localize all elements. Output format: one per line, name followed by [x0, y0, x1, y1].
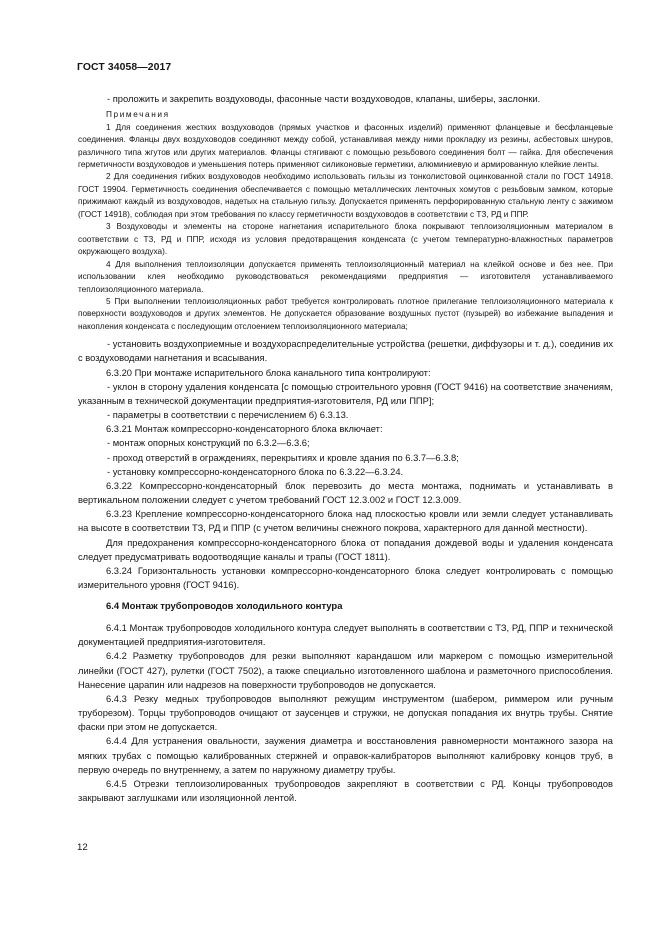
list-item: - проложить и закрепить воздуховоды, фасонные части воздуховодов, клапаны, шиберы, заслонки. — [107, 94, 541, 104]
clause-6-4-3: 6.4.3 Резку медных трубопроводов выполняют режущим инструментом (шабером, риммером или ручным труборезом). Торцы трубопроводов очищают от заусенцев и стружки, не допуская попадания их внутрь трубы. Снятие фаски при этом не допускается. — [78, 693, 613, 733]
notes-heading: Примечания — [106, 110, 170, 120]
note-4: 4 Для выполнения теплоизоляции допускается применять теплоизоляционный материал на клейкой основе и без нее. При использовании клея необходимо руководствоваться рекомендациями предприятия — изготовителя устанавливаемого теплоизоляционного материала. — [78, 259, 613, 294]
clause-6-3-24: 6.3.24 Горизонтальность установки компрессорно-конденсаторного блока следует контролировать с помощью измерительного уровня (ГОСТ 9416). — [78, 565, 613, 590]
list-item: - уклон в сторону удаления конденсата [с помощью строительного уровня (ГОСТ 9416) на соответствие значениям, указанным в технической документации предприятия-изготовителя, РД или ППР]; — [78, 381, 613, 406]
list-item: - установить воздухоприемные и воздухораспределительные устройства (решетки, диффузоры и т. д.), соединив их с воздуховодами нагнетания и всасывания. — [78, 339, 613, 364]
clause-6-3-20: 6.3.20 При монтаже испарительного блока канального типа контролируют: — [106, 367, 431, 378]
note-3: 3 Воздуховоды и элементы на стороне нагнетания испарительного блока покрывают теплоизоляционным материалом в соответствии с ТЗ, РД и ППР, исходя из условия предотвращения конденсата (с учетом температурно-влажностных параметров окружающего воздуха). — [78, 222, 613, 257]
note-2: 2 Для соединения гибких воздуховодов необходимо использовать гильзы из тонколистовой оцинкованной стали по ГОСТ 14918. ГОСТ 19904. Герметичность соединения обеспечивается с помощью металлических ленточных хомутов с резьбовым замком, которые прижимают каждый из воздуховодов, надетых на стальную гильзу. Допускается применять перфорированную стальную ленту с зажимом (ГОСТ 14918), соблюдая при этом требования по классу герметичности воздуховодов в соответствии с ТЗ, РД и ППР. — [78, 172, 613, 219]
page-number: 12 — [77, 842, 88, 853]
list-item: - проход отверстий в ограждениях, перекрытиях и кровле здания по 6.3.7—6.3.8; — [107, 452, 459, 463]
clause-6-4-4: 6.4.4 Для устранения овальности, заужения диаметра и восстановления равномерности монтажного зазора на мягких трубах с помощью калиброванных стержней и оправок-калибраторов выполняют калибровку концов труб, в первую очередь по внутреннему, а затем по наружному диаметру трубы. — [78, 736, 613, 775]
clause-6-3-22: 6.3.22 Компрессорно-конденсаторный блок перевозить до места монтажа, поднимать и устанавливать в вертикальном положении следует с учетом требований ГОСТ 12.3.002 и ГОСТ 12.3.009. — [78, 480, 613, 506]
list-item: - параметры в соответствии с перечислением б) 6.3.13. — [107, 410, 349, 421]
page-content — [78, 92, 613, 805]
note-5: 5 При выполнении теплоизоляционных работ требуется контролировать плотное прилегание теплоизоляционного материала к поверхности воздуховодов и других элементов. Не допускается образование воздушных пустот (пузырей) во избежание выпадения и накопления конденсата с последующим отслоением теплоизоляционного материала; — [78, 296, 613, 331]
note-1: 1 Для соединения жестких воздуховодов (прямых участков и фасонных изделий) применяют фланцевые и бесфланцевые соединения. Фланцы двух воздуховодов соединяют между собой, устанавливая между ними прокладку из резины, асбестовых шнуров, различного типа жгутов или других материалов. Фланцы стягивают с помощью резьбового соединения болт — гайка. Для обеспечения герметичности воздуховодов и уменьшения потерь применяют силиконовые герметики, алюминиевую и армированную клейкие ленты. — [78, 122, 613, 169]
clause-6-4-5: 6.4.5 Отрезки теплоизолированных трубопроводов закрепляют в соответствии с РД. Концы трубопроводов закрывают заглушками или изоляционной лентой. — [78, 778, 613, 803]
section-heading: 6.4 Монтаж трубопроводов холодильного контура — [106, 601, 343, 613]
notes-block — [78, 109, 613, 333]
clause-6-4-1: 6.4.1 Монтаж трубопроводов холодильного контура следует выполнять в соответствии с ТЗ, РД, ППР и технической документацией предприятия-изготовителя. — [78, 623, 613, 648]
clause-6-4-2: 6.4.2 Разметку трубопроводов для резки выполняют карандашом или маркером с помощью измерительной линейки (ГОСТ 427), рулетки (ГОСТ 7502), а также специально изготовленного шаблона и разметочного приспособления. Нанесение царапин или надрезов на поверхности трубопроводов не допускается. — [78, 651, 613, 690]
document-header: ГОСТ 34058—2017 — [77, 62, 172, 73]
list-item: - монтаж опорных конструкций по 6.3.2—6.3.6; — [107, 438, 310, 449]
clause-6-3-23: 6.3.23 Крепление компрессорно-конденсаторного блока над плоскостью кровли или земли следует устанавливать на высоте в соответствии ТЗ, РД и ППР (с учетом величины снежного покрова, характерного для данной местности). — [78, 509, 613, 534]
clause-6-3-21: 6.3.21 Монтаж компрессорно-конденсаторного блока включает: — [106, 424, 383, 435]
list-item: - установку компрессорно-конденсаторного блока по 6.3.22—6.3.24. — [107, 466, 404, 477]
paragraph: Для предохранения компрессорно-конденсаторного блока от попадания дождевой воды и удаления конденсата следует предусматривать водоотводящие каналы и трапы (ГОСТ 1811). — [78, 537, 613, 562]
